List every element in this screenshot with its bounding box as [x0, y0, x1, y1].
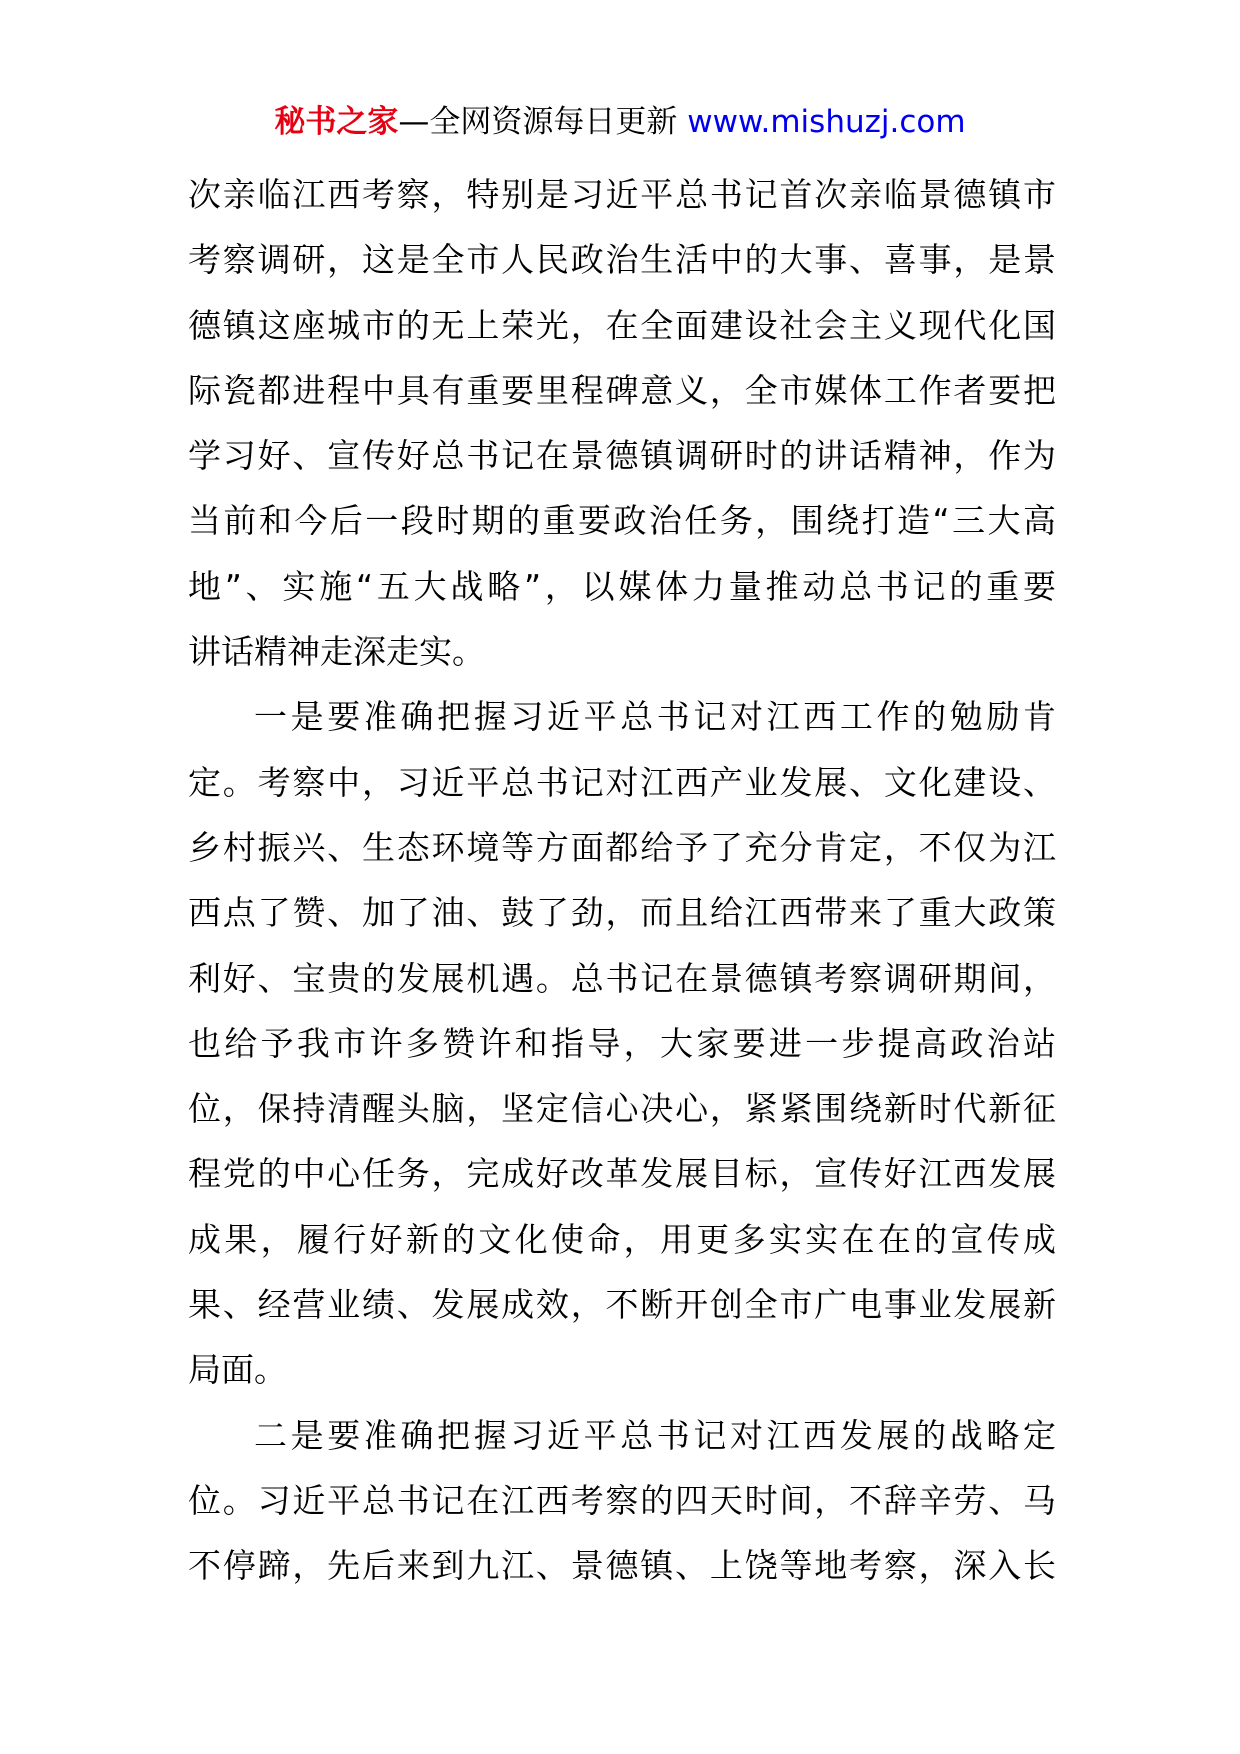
text-line: 学习好、宣传好总书记在景德镇调研时的讲话精神，作为 [188, 436, 1056, 476]
text-line: 果、经营业绩、发展成效，不断开创全市广电事业发展新 [188, 1285, 1056, 1325]
text-line: 乡村振兴、生态环境等方面都给予了充分肯定，不仅为江 [188, 827, 1056, 867]
text-line: 定。考察中，习近平总书记对江西产业发展、文化建设、 [188, 762, 1056, 802]
text-line: 际瓷都进程中具有重要里程碑意义，全市媒体工作者要把 [188, 370, 1056, 410]
text-line: 成果，履行好新的文化使命，用更多实实在在的宣传成 [188, 1219, 1056, 1259]
site-url-link[interactable]: www.mishuzj.com [687, 104, 966, 140]
text-line: 德镇这座城市的无上荣光，在全面建设社会主义现代化国 [188, 305, 1056, 345]
site-brand: 秘书之家 [274, 104, 399, 140]
text-line: 当前和今后一段时期的重要政治任务，围绕打造“三大高 [188, 501, 1056, 541]
document-body [188, 162, 1056, 1599]
text-line: 不停蹄，先后来到九江、景德镇、上饶等地考察，深入长 [188, 1546, 1056, 1586]
text-line: 考察调研，这是全市人民政治生活中的大事、喜事，是景 [188, 240, 1056, 280]
text-line: 位。习近平总书记在江西考察的四天时间，不辞辛劳、马 [188, 1480, 1056, 1520]
text-line: 程党的中心任务，完成好改革发展目标，宣传好江西发展 [188, 1154, 1056, 1194]
text-line: 局面。 [188, 1350, 287, 1390]
text-line: 也给予我市许多赞许和指导，大家要进一步提高政治站 [188, 1023, 1056, 1063]
text-line: 地”、实施“五大战略”，以媒体力量推动总书记的重要 [188, 566, 1056, 606]
text-line: 次亲临江西考察，特别是习近平总书记首次亲临景德镇市 [188, 175, 1056, 214]
text-line: 讲话精神走深走实。 [188, 632, 485, 672]
text-line: 位，保持清醒头脑，坚定信心决心，紧紧围绕新时代新征 [188, 1089, 1056, 1129]
text-line: 利好、宝贵的发展机遇。总书记在景德镇考察调研期间， [188, 958, 1056, 998]
page-header [0, 102, 1240, 142]
text-line: 西点了赞、加了油、鼓了劲，而且给江西带来了重大政策 [188, 893, 1056, 933]
text-line: 一是要准确把握习近平总书记对江西工作的勉励肯 [254, 697, 1056, 737]
text-line: 二是要准确把握习近平总书记对江西发展的战略定 [254, 1415, 1056, 1455]
site-tagline: —全网资源每日更新 [398, 104, 688, 140]
